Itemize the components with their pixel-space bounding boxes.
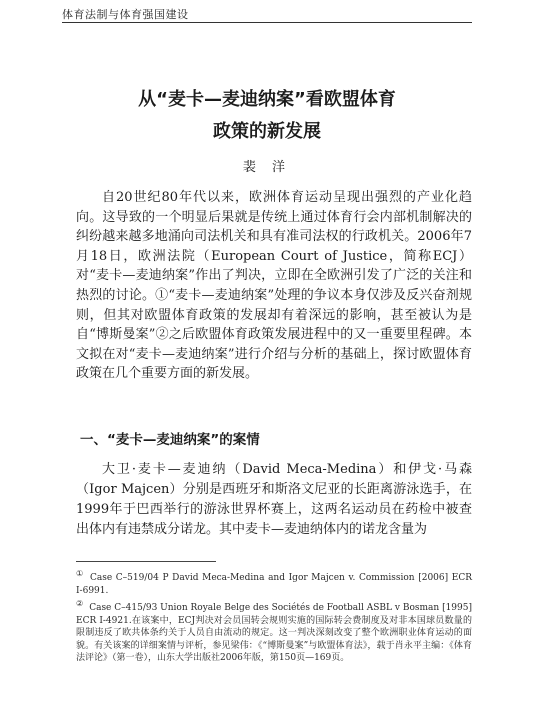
article-title-line1: 从“麦卡—麦迪纳案”看欧盟体育: [138, 89, 396, 110]
footnote-1-mark: ①: [76, 569, 84, 578]
footnote-rule: [76, 561, 216, 562]
section-heading: 一、“麦卡—麦迪纳案”的案情: [80, 432, 260, 448]
intro-paragraph: 自20世纪80年代以来，欧洲体育运动呈现出强烈的产业化趋向。这导致的一个明显后果就是传统上通过体育行会内部机制解决的纠纷越来越多地涌向司法机关和具有准司法权的行政机关。2006年7月18日，欧洲法院（European Court of Justice，简称ECJ）对“麦卡—麦迪纳案”作出了判决，立即在全欧洲引发了广泛的关注和热烈的讨论。①“麦卡—麦迪纳案”处理的争议本身仅涉及反兴奋剂规则，但其对欧盟体育政策的发展却有着深远的影响，甚至被认为是自“博斯曼案”②之后欧盟体育政策发展进程中的又一重要里程碑。本文拟在对“麦卡—麦迪纳案”进行介绍与分析的基础上，探讨欧盟体育政策在几个重要方面的新发展。: [76, 190, 472, 382]
running-header: 体育法制与体育强国建设: [62, 8, 189, 21]
footnote-2-mark: ②: [76, 599, 84, 608]
header-rule: [62, 22, 472, 23]
case-paragraph: 大卫·麦卡—麦迪纳（David Meca-Medina）和伊戈·马森（Igor Majcen）分别是西班牙和斯洛文尼亚的长距离游泳选手，在1999年于巴西举行的游泳世界杯赛上，这两名运动员在药检中被查出体内有违禁成分诺龙。其中麦卡—麦迪纳体内的诺龙含量为: [76, 462, 472, 537]
footnote-2-text: Case C–415/93 Union Royale Belge des Sociétés de Football ASBL v Bosman [1995] ECR I-4921.在该案中，ECJ判决对会员国转会规则实施的国际转会费制度及对非本国球员数量的限制违反了欧共体条约关于人员自由流动的规定。这一判决深刻改变了整个欧洲职业体育运动的面貌。有关该案的详细案情与评析，参见梁伟：《“博斯曼案”与欧盟体育法》，载于肖永平主编：《体育法评论》（第一卷），山东大学出版社2006年版，第150页—169页。: [76, 603, 472, 663]
article-author: 裴 洋: [242, 160, 292, 175]
footnote-2: [76, 598, 472, 665]
article-title-line2: 政策的新发展: [213, 121, 321, 142]
footnote-1-text: Case C–519/04 P David Meca-Medina and Igor Majcen v. Commission [2006] ECR I-6991.: [76, 573, 472, 596]
footnote-1: [76, 568, 472, 597]
